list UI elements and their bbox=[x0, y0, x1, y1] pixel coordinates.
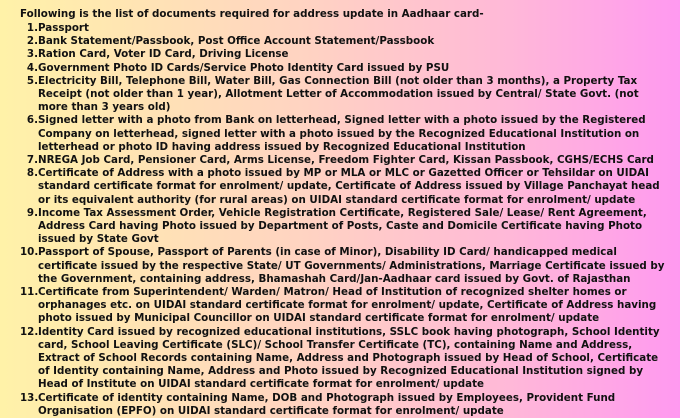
list-item-text: Certificate of identity containing Name, DOB and Photograph issued by Employees, Provident Fund Organisation (EPFO) on UIDAI standard certificate format for enrolment/ update bbox=[38, 391, 616, 417]
list-item-text: NREGA Job Card, Pensioner Card, Arms License, Freedom Fighter Card, Kissan Passbook, CGHS/ECHS Card bbox=[38, 154, 654, 167]
list-item-text: Passport of Spouse, Passport of Parents (in case of Minor), Disability ID Card/ handicapped medical certificate issued by the respective State/ UT Governments/ Administrations, Marriage Certificate issued by the Government, containing address, Bhamashah Card/Jan-Aadhaar card issued by Govt. of Rajasthan bbox=[38, 246, 665, 285]
list-item bbox=[20, 48, 672, 61]
list-item bbox=[20, 35, 672, 48]
list-item-number: 6. bbox=[26, 114, 38, 127]
list-item-number: 2. bbox=[26, 35, 38, 48]
list-item-number: 7. bbox=[26, 154, 38, 167]
list-item-number: 1. bbox=[26, 22, 38, 34]
list-item-number: 4. bbox=[26, 61, 38, 74]
list-item-text: Income Tax Assessment Order, Vehicle Registration Certificate, Registered Sale/ Lease/ Rent Agreement, Address Card having Photo issued by Department of Posts, Caste and Domicile Certificate having Photo issued by State Govt bbox=[38, 206, 647, 246]
list-item bbox=[20, 246, 672, 286]
list-item-number: 9. bbox=[26, 206, 38, 219]
list-item-text: Ration Card, Voter ID Card, Driving License bbox=[38, 48, 289, 61]
list-item-text: Certificate of Address with a photo issued by MP or MLA or MLC or Gazetted Officer or Tehsildar on UIDAI standard certificate format for enrolment/ update, Certificate of Address issued by Village Panchayat head or its equivalent authority (for rural areas) on UIDAI standard certificate format for enrolment/ update bbox=[38, 167, 660, 206]
list-item-number: 10. bbox=[20, 246, 39, 259]
intro-text: Following is the list of documents required for address update in Aadhaar card- bbox=[20, 8, 484, 20]
list-item bbox=[20, 62, 672, 75]
list-item-number: 12. bbox=[20, 325, 39, 338]
documents-list bbox=[20, 22, 672, 418]
list-item-text: Passport bbox=[38, 22, 89, 34]
list-item-number: 11. bbox=[20, 286, 39, 299]
list-item bbox=[20, 22, 672, 35]
list-item bbox=[20, 154, 672, 167]
list-item-text: Bank Statement/Passbook, Post Office Account Statement/Passbook bbox=[38, 35, 435, 48]
list-item-text: Certificate from Superintendent/ Warden/ Matron/ Head of Institution of recognized shelter homes or orphanages etc. on UIDAI standard certificate format for enrolment/ update, Certificate of Address having photo issued by Municipal Councillor on UIDAI standard certificate format for enrolment/ update bbox=[38, 286, 657, 325]
list-item-text: Signed letter with a photo from Bank on letterhead, Signed letter with a photo issued by the Registered Company on letterhead, signed letter with a photo issued by the Recognized Educational Institution on letterhead or photo ID having address issued by Recognized Educational Institution bbox=[38, 114, 646, 153]
list-item-number: 5. bbox=[26, 74, 38, 87]
list-item-number: 13. bbox=[20, 391, 39, 404]
list-item-text: Government Photo ID Cards/Service Photo Identity Card issued by PSU bbox=[38, 61, 450, 74]
list-item bbox=[20, 75, 672, 115]
list-item-number: 8. bbox=[26, 167, 38, 180]
list-item bbox=[20, 286, 672, 326]
list-item bbox=[20, 392, 672, 418]
list-item bbox=[20, 207, 672, 247]
list-item-number: 3. bbox=[26, 48, 38, 61]
list-item bbox=[20, 114, 672, 154]
list-item-text: Electricity Bill, Telephone Bill, Water Bill, Gas Connection Bill (not older than 3 months), a Property Tax Receipt (not older than 1 year), Allotment Letter of Accommodation issued by Central/ State Govt. (not more than 3 years old) bbox=[38, 74, 639, 114]
list-item-text: Identity Card issued by recognized educational institutions, SSLC book having photograph, School Identity card, School Leaving Certificate (SLC)/ School Transfer Certificate (TC), containing Name and Address, Extract of School Records containing Name, Address and Photograph issued by Head of School, Certificate of Identity containing Name, Address and Photo issued by Recognized Educational Institution signed by Head of Institute on UIDAI standard certificate format for enrolment/ update bbox=[38, 325, 660, 391]
list-item bbox=[20, 326, 672, 392]
list-item bbox=[20, 167, 672, 207]
